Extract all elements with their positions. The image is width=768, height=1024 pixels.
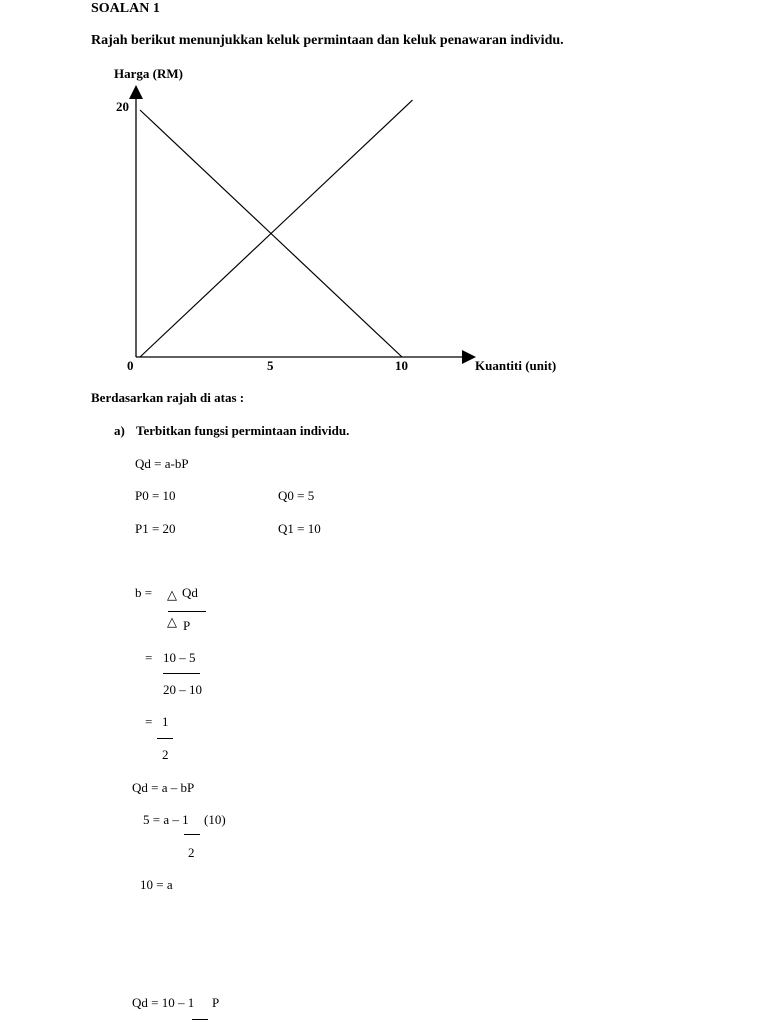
equals-sign: = xyxy=(145,714,153,729)
y-axis-label: Harga (RM) xyxy=(114,66,183,81)
question-label: a) xyxy=(114,423,125,438)
heading: SOALAN 1 xyxy=(91,1,160,16)
y-tick-label: 20 xyxy=(116,99,129,114)
denominator-p: P xyxy=(183,618,191,633)
x-tick-label: 0 xyxy=(127,358,134,373)
fraction-bar xyxy=(163,673,200,674)
x-axis-label: Kuantiti (unit) xyxy=(475,358,557,373)
x-tick-label: 5 xyxy=(267,358,274,373)
result-line: 10 = a xyxy=(140,877,173,892)
x-axis-arrow xyxy=(462,350,476,364)
substitution-line: 5 = a – 1 xyxy=(143,812,189,827)
equals-sign: = xyxy=(145,650,153,665)
denominator: 2 xyxy=(188,845,195,860)
numerator: 1 xyxy=(162,714,169,729)
intro-text: Rajah berikut menunjukkan keluk permintaan dan keluk penawaran individu. xyxy=(91,33,564,48)
b-label: b = xyxy=(135,585,153,600)
based-on-text: Berdasarkan rajah di atas : xyxy=(91,390,245,405)
y-axis-arrow xyxy=(129,85,143,99)
denominator: 2 xyxy=(162,747,169,762)
q1-value: Q1 = 10 xyxy=(278,521,321,536)
q0-value: Q0 = 5 xyxy=(278,488,315,503)
question-text: Terbitkan fungsi permintaan individu. xyxy=(136,423,350,438)
denominator: 20 – 10 xyxy=(163,682,202,697)
formula-line: Qd = a-bP xyxy=(135,456,189,471)
fraction-bar xyxy=(168,611,206,612)
fraction-bar xyxy=(192,1019,208,1020)
p1-value: P1 = 20 xyxy=(135,521,176,536)
numerator: 10 – 5 xyxy=(163,650,196,665)
x-tick-label: 10 xyxy=(395,358,408,373)
numerator-qd: Qd xyxy=(182,585,198,600)
final-formula-p: P xyxy=(212,995,220,1010)
delta-symbol: △ xyxy=(167,587,177,602)
substitution-value: (10) xyxy=(204,812,226,827)
final-formula: Qd = 10 – 1 xyxy=(132,995,195,1010)
delta-symbol: △ xyxy=(167,614,177,629)
fraction-bar xyxy=(157,738,173,739)
p0-value: P0 = 10 xyxy=(135,488,176,503)
formula-line: Qd = a – bP xyxy=(132,780,195,795)
fraction-bar xyxy=(184,834,200,835)
supply-curve xyxy=(140,100,412,357)
